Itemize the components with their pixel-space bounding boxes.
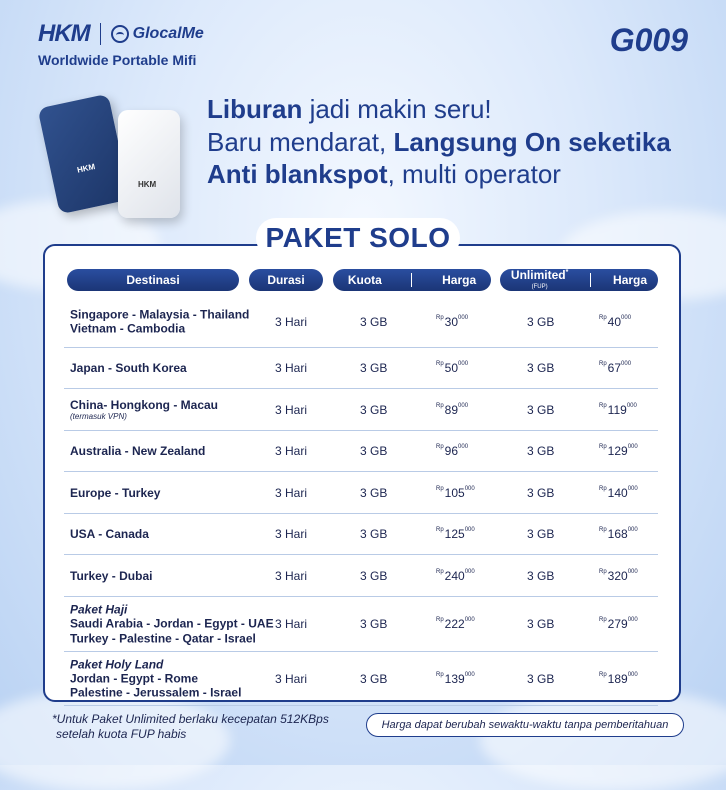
destination-cell <box>70 657 241 700</box>
duration-cell: 3 Hari <box>275 361 308 375</box>
quota-cell: 3 GB <box>360 314 388 329</box>
price-value: 140 <box>607 485 628 500</box>
price-thousands: 000 <box>627 485 638 492</box>
unlimited-price-cell <box>599 527 638 541</box>
price-thousands: 000 <box>458 314 469 321</box>
currency-label: Rp <box>599 671 607 678</box>
destination-line: Turkey - Dubai <box>70 568 153 583</box>
headline-bold: Liburan <box>207 94 303 124</box>
header-divider <box>590 273 591 287</box>
table-row <box>64 652 658 706</box>
destination-line: Europe - Turkey <box>70 485 161 500</box>
footnote-line: setelah kuota FUP habis <box>56 727 187 741</box>
header-unlimited <box>511 268 568 292</box>
headline-text: , multi operator <box>387 159 561 189</box>
price-cell <box>436 672 475 686</box>
currency-label: Rp <box>436 617 444 623</box>
price-value: 89 <box>444 402 459 417</box>
unlimited-price-cell <box>599 315 631 329</box>
currency-label: Rp <box>599 527 607 533</box>
price-thousands: 000 <box>464 485 475 492</box>
price-value: 40 <box>607 314 622 329</box>
package-name: Paket Haji <box>70 602 128 617</box>
header-brand <box>38 20 204 68</box>
destination-line: Singapore - Malaysia - Thailand <box>70 307 250 322</box>
table-row <box>64 348 658 389</box>
globe-icon <box>111 25 129 43</box>
destination-cell <box>70 361 187 375</box>
header-unlimited-price <box>500 269 658 291</box>
price-thousands: 000 <box>464 527 475 533</box>
glocalme-logo: GlocalMe <box>132 25 204 42</box>
destination-line: Saudi Arabia - Jordan - Egypt - UAE <box>70 616 274 631</box>
unlimited-quota-cell: 3 GB <box>527 485 555 500</box>
duration-cell: 3 Hari <box>275 527 308 541</box>
price-value: 279 <box>607 617 628 631</box>
price-cell <box>436 527 475 541</box>
destination-cell <box>70 398 218 422</box>
header-destination: Destinasi <box>67 269 239 291</box>
table-row <box>64 431 658 472</box>
price-value: 168 <box>607 527 628 541</box>
disclaimer-badge: Harga dapat berubah sewaktu-waktu tanpa pemberitahuan <box>366 713 684 737</box>
unlimited-quota-cell: 3 GB <box>527 314 555 329</box>
quota-cell: 3 GB <box>360 568 388 583</box>
destination-line: Palestine - Jerussalem - Israel <box>70 685 242 700</box>
currency-label: Rp <box>436 527 444 533</box>
header-quota: Kuota <box>347 273 382 287</box>
headline-bold: Langsung On seketika <box>393 126 671 157</box>
destination-line: Japan - South Korea <box>70 360 187 375</box>
price-value: 240 <box>444 568 465 583</box>
device-white-image <box>118 110 180 218</box>
destination-line: Australia - New Zealand <box>70 443 206 458</box>
duration-cell: 3 Hari <box>275 485 308 500</box>
table-row <box>64 472 658 514</box>
currency-label: Rp <box>599 444 607 450</box>
header-unlimited-label: Unlimited <box>510 268 566 282</box>
price-thousands: 000 <box>627 671 638 678</box>
destination-line: Vietnam - Cambodia <box>70 321 186 336</box>
currency-label: Rp <box>436 314 444 321</box>
price-thousands: 000 <box>627 527 638 533</box>
price-thousands: 000 <box>458 361 469 367</box>
quota-cell: 3 GB <box>360 485 388 500</box>
unlimited-quota-cell: 3 GB <box>527 402 555 417</box>
destination-note: (termasuk VPN) <box>70 411 127 421</box>
currency-label: Rp <box>599 568 607 575</box>
price-value: 222 <box>444 617 465 631</box>
device-blue-label: HKM <box>76 162 96 175</box>
unlimited-price-cell <box>599 672 638 686</box>
footnote-line: *Untuk Paket Unlimited berlaku kecepatan 512KBps <box>52 712 329 726</box>
table-row <box>64 389 658 431</box>
table-row <box>64 514 658 555</box>
currency-label: Rp <box>436 568 444 575</box>
unlimited-quota-cell: 3 GB <box>527 568 555 583</box>
price-value: 125 <box>444 527 465 541</box>
unlimited-quota-cell: 3 GB <box>527 527 555 541</box>
currency-label: Rp <box>599 402 607 409</box>
destination-line: Jordan - Egypt - Rome <box>70 671 199 686</box>
price-thousands: 000 <box>464 568 475 575</box>
quota-cell: 3 GB <box>360 671 388 686</box>
duration-cell: 3 Hari <box>275 314 308 329</box>
unlimited-quota-cell: 3 GB <box>527 444 555 458</box>
destination-cell <box>70 602 274 645</box>
destination-cell <box>70 568 152 582</box>
quota-cell: 3 GB <box>360 617 388 631</box>
price-value: 119 <box>607 402 627 417</box>
duration-cell: 3 Hari <box>275 617 308 631</box>
currency-label: Rp <box>436 444 444 450</box>
destination-cell <box>70 307 249 336</box>
unlimited-price-cell <box>599 569 638 583</box>
duration-cell: 3 Hari <box>275 402 308 417</box>
price-thousands: 000 <box>464 671 475 678</box>
device-white-label: HKM <box>138 180 157 189</box>
header-divider <box>411 273 412 287</box>
headline-text: jadi makin seru! <box>302 94 492 124</box>
table-row <box>64 296 658 348</box>
price-thousands: 000 <box>627 617 638 623</box>
table-row <box>64 597 658 652</box>
destination-line: USA - Canada <box>70 526 149 541</box>
price-value: 139 <box>444 671 465 686</box>
currency-label: Rp <box>599 361 607 367</box>
price-value: 320 <box>607 568 628 583</box>
price-cell <box>436 315 468 329</box>
price-cell <box>436 444 468 458</box>
quota-cell: 3 GB <box>360 361 388 375</box>
unlimited-price-cell <box>599 617 638 631</box>
duration-cell: 3 Hari <box>275 444 308 458</box>
price-cell <box>436 403 468 417</box>
promo-headline <box>207 93 671 191</box>
price-value: 129 <box>607 444 628 458</box>
currency-label: Rp <box>599 314 607 321</box>
price-cell <box>436 361 468 375</box>
unlimited-price-cell <box>599 486 638 500</box>
duration-cell: 3 Hari <box>275 568 308 583</box>
unlimited-price-cell <box>599 444 638 458</box>
unlimited-quota-cell: 3 GB <box>527 617 555 631</box>
header-fup: (FUP) <box>531 284 548 290</box>
headline-text: Baru mendarat, <box>207 126 394 157</box>
destination-cell <box>70 444 205 458</box>
package-name: Paket Holy Land <box>70 656 164 671</box>
quota-cell: 3 GB <box>360 444 388 458</box>
price-thousands: 000 <box>621 361 632 367</box>
headline-bold: Anti blankspot <box>207 159 388 189</box>
quota-cell: 3 GB <box>360 402 388 417</box>
table-title: PAKET SOLO <box>256 218 460 258</box>
quota-cell: 3 GB <box>360 527 388 541</box>
price-thousands: 000 <box>621 314 632 321</box>
price-thousands: 000 <box>627 568 638 575</box>
price-value: 50 <box>444 361 459 375</box>
price-value: 189 <box>607 671 628 686</box>
price-thousands: 000 <box>458 444 469 450</box>
price-cell <box>436 569 475 583</box>
destination-cell <box>70 485 160 499</box>
footnote <box>52 712 329 742</box>
header-subtitle: Worldwide Portable Mifi <box>38 52 197 68</box>
currency-label: Rp <box>436 671 444 678</box>
header-price: Harga <box>442 273 477 287</box>
header-duration: Durasi <box>249 269 323 291</box>
price-value: 105 <box>444 485 465 500</box>
price-rows <box>64 296 658 706</box>
device-blue-image <box>38 94 131 215</box>
table-row <box>64 555 658 597</box>
price-value: 96 <box>444 444 459 458</box>
duration-cell: 3 Hari <box>275 671 308 686</box>
unlimited-price-cell <box>599 361 631 375</box>
model-badge: G009 <box>609 22 688 58</box>
price-thousands: 000 <box>458 402 469 409</box>
logo-divider <box>100 23 101 45</box>
currency-label: Rp <box>436 402 444 409</box>
header-unlimited-sup: * <box>565 269 569 276</box>
header-price-unlimited: Harga <box>613 273 648 287</box>
currency-label: Rp <box>599 617 607 623</box>
price-cell <box>436 486 475 500</box>
unlimited-quota-cell: 3 GB <box>527 361 555 375</box>
unlimited-price-cell <box>599 403 637 417</box>
destination-line: Turkey - Palestine - Qatar - Israel <box>70 631 256 646</box>
price-thousands: 000 <box>626 402 637 409</box>
unlimited-quota-cell: 3 GB <box>527 671 555 686</box>
price-cell <box>436 617 475 631</box>
hkm-logo: HKM <box>38 20 90 47</box>
currency-label: Rp <box>436 485 444 492</box>
price-value: 30 <box>444 314 459 329</box>
price-value: 67 <box>607 361 622 375</box>
destination-line: China- Hongkong - Macau <box>70 397 218 412</box>
currency-label: Rp <box>599 485 607 492</box>
price-thousands: 000 <box>464 617 475 623</box>
destination-cell <box>70 527 149 541</box>
price-thousands: 000 <box>627 444 638 450</box>
currency-label: Rp <box>436 361 444 367</box>
header-quota-price <box>333 269 491 291</box>
